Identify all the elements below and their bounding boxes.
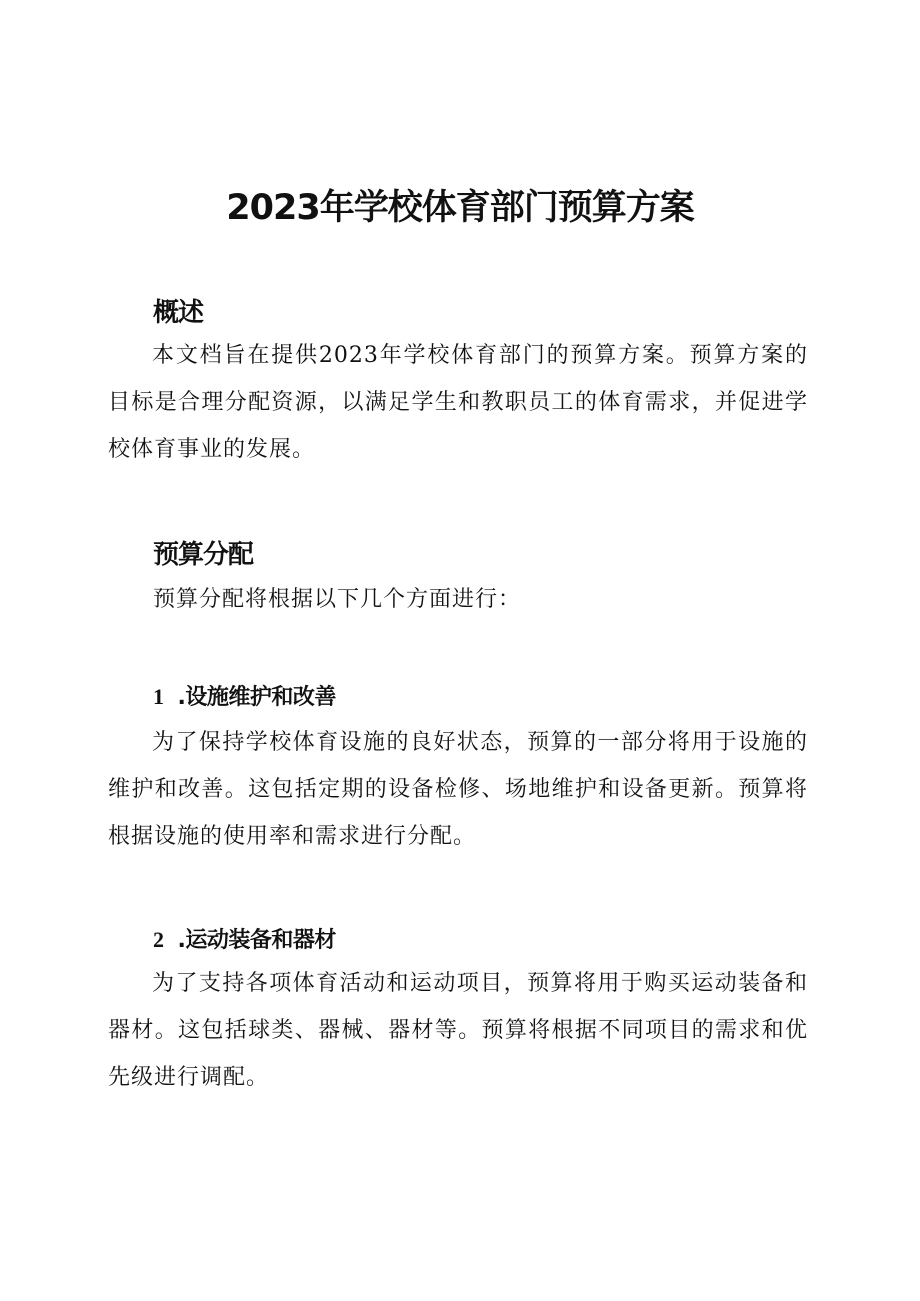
equipment-paragraph: 为了支持各项体育活动和运动项目，预算将用于购买运动装备和器材。这包括球类、器械、器材等。预算将根据不同项目的需求和优先级进行调配。	[108, 971, 808, 1090]
item-number: 2	[153, 927, 164, 952]
item-heading-facilities	[153, 680, 336, 711]
section-heading-overview: 概述	[153, 298, 204, 328]
item-heading-text: .设施维护和改善	[177, 685, 336, 710]
item-heading-text: .运动装备和器材	[177, 928, 336, 953]
item-heading-equipment	[153, 923, 336, 954]
section-heading-budget-allocation: 预算分配	[153, 540, 254, 570]
budget-allocation-intro: 预算分配将根据以下几个方面进行：	[153, 587, 522, 612]
item-number: 1	[153, 684, 164, 709]
facilities-paragraph: 为了保持学校体育设施的良好状态，预算的一部分将用于设施的维护和改善。这包括定期的设备检修、场地维护和设备更新。预算将根据设施的使用率和需求进行分配。	[108, 730, 808, 849]
overview-paragraph: 本文档旨在提供2023年学校体育部门的预算方案。预算方案的目标是合理分配资源，以满足学生和教职员工的体育需求，并促进学校体育事业的发展。	[108, 343, 808, 462]
document-title: 2023年学校体育部门预算方案	[226, 188, 694, 228]
